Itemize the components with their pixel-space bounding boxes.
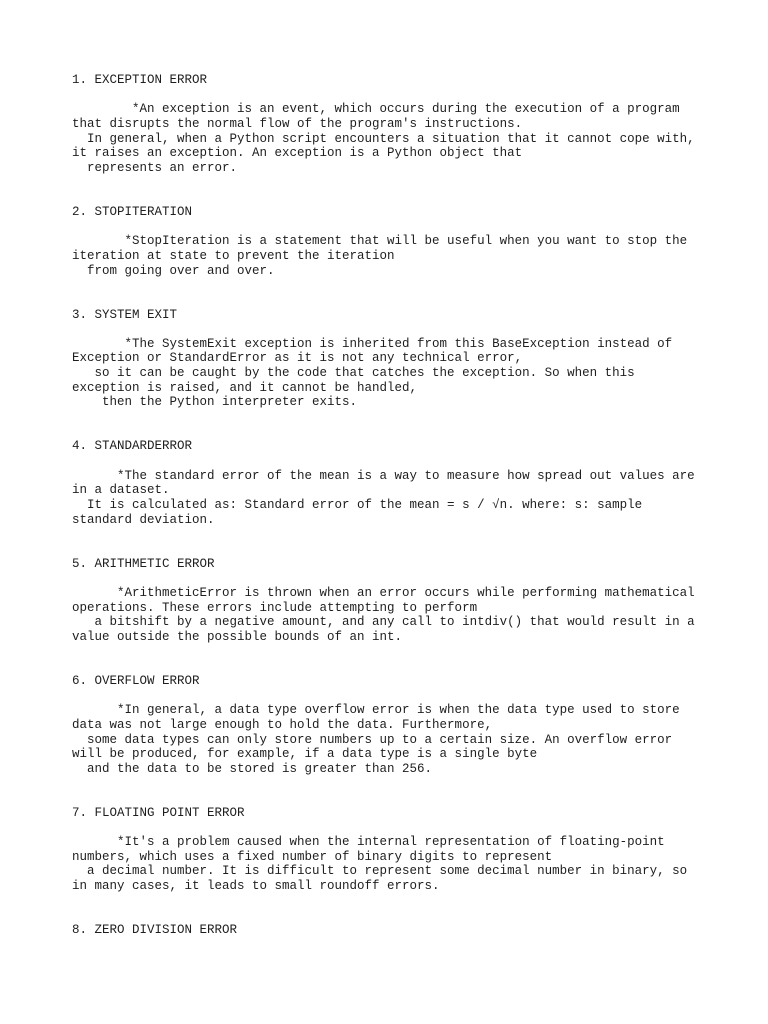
text-line: a bitshift by a negative amount, and any call to intdiv() that would result in a: [72, 615, 695, 630]
text-line: [72, 88, 712, 103]
text-line: [72, 689, 712, 704]
text-line: iteration at state to prevent the iteration: [72, 248, 395, 263]
text-line: 4. STANDARDERROR: [72, 439, 193, 454]
text-line: [72, 220, 712, 235]
text-line: from going over and over.: [72, 263, 275, 278]
text-line: 8. ZERO DIVISION ERROR: [72, 923, 238, 938]
text-line: a decimal number. It is difficult to represent some decimal number in binary, so: [72, 864, 688, 879]
text-line: some data types can only store numbers up to a certain size. An overflow error: [72, 732, 673, 747]
text-line: *In general, a data type overflow error is when the data type used to store: [72, 703, 680, 718]
text-line: *StopIteration is a statement that will be useful when you want to stop the: [72, 234, 688, 249]
text-line: *ArithmeticError is thrown when an error occurs while performing mathematical: [72, 585, 695, 600]
text-line: it raises an exception. An exception is a Python object that: [72, 146, 523, 161]
text-line: [72, 542, 712, 557]
text-line: in many cases, it leads to small roundoff errors.: [72, 879, 440, 894]
text-line: operations. These errors include attempting to perform: [72, 600, 478, 615]
text-line: 3. SYSTEM EXIT: [72, 307, 178, 322]
text-line: then the Python interpreter exits.: [72, 395, 358, 410]
text-line: [72, 894, 712, 909]
text-line: exception is raised, and it cannot be handled,: [72, 380, 418, 395]
text-line: [72, 410, 712, 425]
text-line: in a dataset.: [72, 483, 170, 498]
text-line: [72, 791, 712, 806]
text-line: will be produced, for example, if a data type is a single byte: [72, 747, 538, 762]
text-line: *An exception is an event, which occurs during the execution of a program: [72, 102, 680, 117]
text-line: *The SystemExit exception is inherited from this BaseException instead of: [72, 336, 673, 351]
text-line: value outside the possible bounds of an int.: [72, 629, 403, 644]
text-line: so it can be caught by the code that catches the exception. So when this: [72, 366, 635, 381]
text-line: represents an error.: [72, 160, 238, 175]
text-line: [72, 645, 712, 660]
text-line: [72, 176, 712, 191]
text-line: 1. EXCEPTION ERROR: [72, 73, 208, 87]
text-line: [72, 454, 712, 469]
text-line: and the data to be stored is greater than 256.: [72, 761, 433, 776]
text-line: Exception or StandardError as it is not any technical error,: [72, 351, 523, 366]
text-line: *The standard error of the mean is a way to measure how spread out values are: [72, 468, 695, 483]
text-line: 2. STOPITERATION: [72, 204, 193, 219]
text-line: [72, 322, 712, 337]
text-line: [72, 293, 712, 308]
text-line: 5. ARITHMETIC ERROR: [72, 556, 215, 571]
text-line: 7. FLOATING POINT ERROR: [72, 805, 245, 820]
text-line: [72, 190, 712, 205]
text-line: [72, 278, 712, 293]
text-line: that disrupts the normal flow of the program's instructions.: [72, 116, 523, 131]
text-line: [72, 425, 712, 440]
text-line: [72, 777, 712, 792]
text-line: [72, 908, 712, 923]
text-line: *It's a problem caused when the internal representation of floating-point: [72, 835, 665, 850]
text-line: [72, 659, 712, 674]
document-text: [72, 73, 712, 938]
text-line: standard deviation.: [72, 512, 215, 527]
text-line: It is calculated as: Standard error of the mean = s / √n. where: s: sample: [72, 498, 643, 513]
text-line: numbers, which uses a fixed number of binary digits to represent: [72, 849, 553, 864]
text-line: In general, when a Python script encounters a situation that it cannot cope with,: [72, 131, 695, 146]
text-line: [72, 820, 712, 835]
text-line: [72, 571, 712, 586]
text-line: [72, 527, 712, 542]
text-line: 6. OVERFLOW ERROR: [72, 673, 200, 688]
text-line: data was not large enough to hold the data. Furthermore,: [72, 717, 493, 732]
